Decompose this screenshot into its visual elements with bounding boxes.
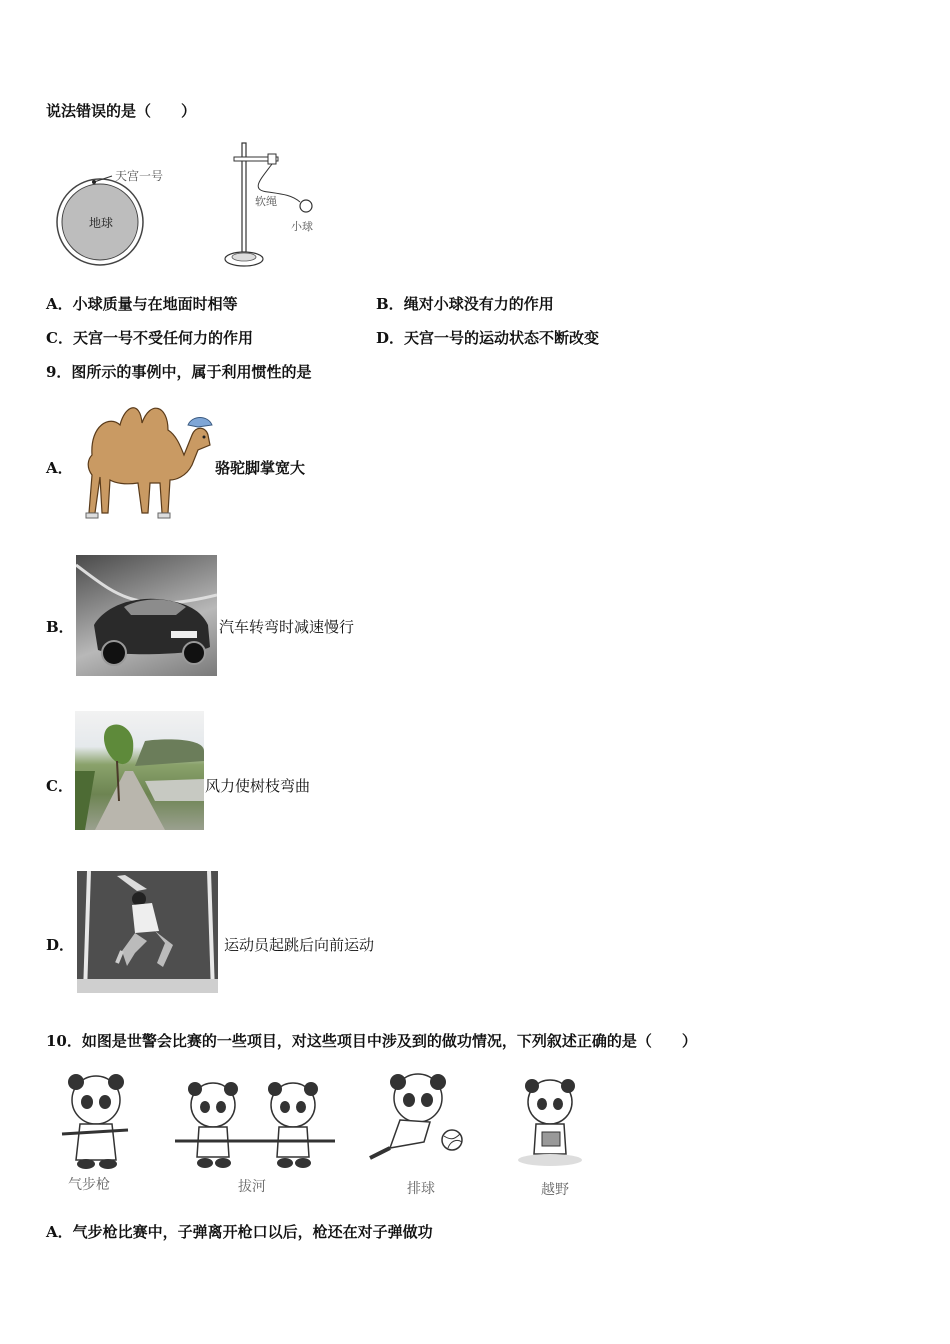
figure-label-volleyball: 排球 (407, 1181, 435, 1197)
q9-option-b-text: 汽车转弯时减速慢行 (219, 618, 355, 636)
earth-label: 地球 (89, 216, 114, 230)
ball-label: 小球 (291, 220, 313, 233)
q9-option-c-key[interactable]: C． (46, 777, 73, 795)
tree-bending-image (75, 711, 204, 830)
q10-stem: 10．如图是世警会比赛的一些项目，对这些项目中涉及到的做功情况，下列叙述正确的是（ ） (46, 1032, 697, 1050)
rope-label: 软绳 (255, 195, 277, 208)
panda-air-rifle-figure (58, 1068, 138, 1173)
q8-option-b[interactable]: B．绳对小球没有力的作用 (376, 295, 554, 313)
ball (300, 200, 312, 212)
q9-option-a-key[interactable]: A． (46, 459, 73, 477)
q9-option-d-key[interactable]: D． (46, 936, 75, 954)
q8-option-a[interactable]: A．小球质量与在地面时相等 (46, 295, 238, 313)
car-turning-image (76, 555, 217, 676)
panda-cross-country-figure (512, 1072, 592, 1172)
panda-tug-of-war-figure (175, 1075, 335, 1175)
figure-label-cross-country: 越野 (541, 1182, 569, 1198)
q9-option-a-text: 骆驼脚掌宽大 (215, 459, 306, 477)
q8-stem-tail: 说法错误的是（ ） (46, 102, 197, 120)
long-jump-image (77, 871, 218, 993)
q9-option-b-key[interactable]: B． (46, 618, 74, 636)
panda-volleyball-figure (360, 1068, 470, 1168)
q9-option-c-text: 风力使树枝弯曲 (205, 777, 311, 795)
q8-option-c[interactable]: C．天宫一号不受任何力的作用 (46, 329, 253, 347)
q10-option-a[interactable]: A．气步枪比赛中，子弹离开枪口以后，枪还在对子弹做功 (46, 1223, 433, 1241)
camel-image (80, 395, 215, 525)
q9-stem: 9．图所示的事例中，属于利用惯性的是 (46, 363, 312, 381)
tiangong-dot (92, 180, 96, 184)
q8-option-d[interactable]: D．天宫一号的运动状态不断改变 (376, 329, 600, 347)
figure-label-tug-of-war: 拔河 (238, 1179, 266, 1195)
figure-label-air-rifle: 气步枪 (68, 1177, 110, 1193)
tiangong-label: 天宫一号 (115, 169, 164, 183)
q9-option-d-text: 运动员起跳后向前运动 (224, 936, 375, 954)
